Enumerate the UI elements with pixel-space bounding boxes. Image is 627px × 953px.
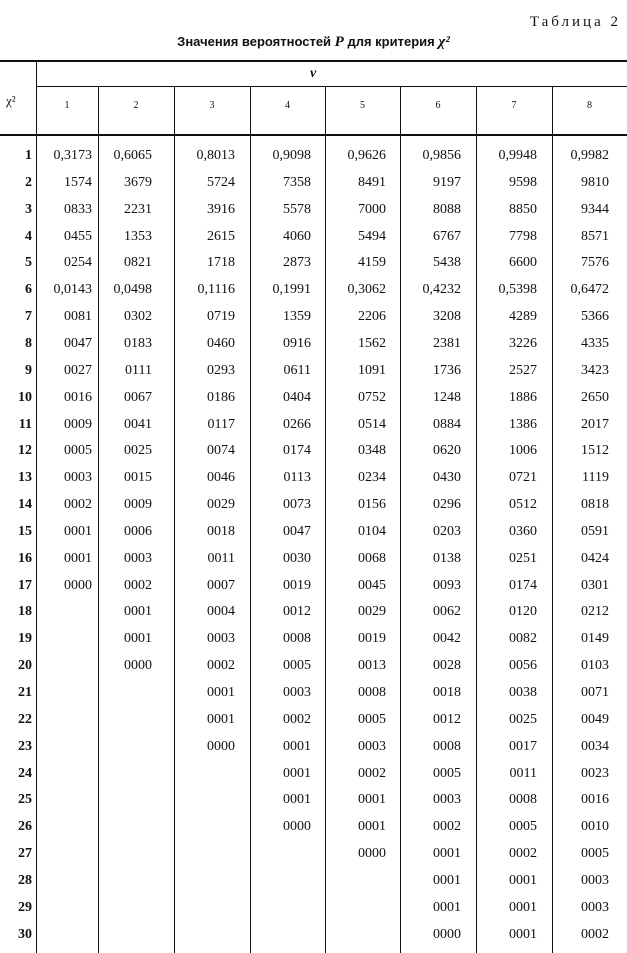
row-chi-value: 7: [25, 309, 32, 325]
table-cell: 0404: [283, 389, 311, 405]
table-cell: 0424: [581, 550, 609, 566]
table-cell: 0,0498: [113, 282, 152, 298]
table-cell: 0008: [433, 738, 461, 754]
table-label: Таблица 2: [529, 14, 621, 30]
table-cell: 8850: [509, 201, 537, 217]
row-chi-value: 21: [18, 685, 32, 700]
row-chi-value: 24: [18, 765, 32, 781]
table-cell: 8088: [433, 201, 461, 217]
table-cell: 1736: [433, 362, 461, 378]
table-cell: 0003: [581, 872, 609, 888]
table-cell: 0016: [581, 792, 609, 808]
rule-nu-under: [36, 86, 627, 87]
table-cell: 0011: [509, 765, 537, 781]
table-cell: 0019: [283, 577, 311, 593]
title-variable: P: [334, 34, 344, 50]
table-cell: 0,4232: [422, 282, 461, 298]
table-cell: 2206: [358, 309, 386, 325]
column-divider: [250, 86, 251, 953]
table-cell: 5494: [358, 228, 386, 244]
table-cell: 1886: [509, 389, 537, 405]
table-cell: 0719: [207, 309, 235, 325]
table-cell: 0,9098: [272, 148, 311, 163]
table-cell: 1512: [581, 443, 609, 459]
table-cell: 0001: [207, 685, 235, 700]
row-chi-value: 1: [25, 148, 32, 163]
table-cell: 0001: [64, 550, 92, 566]
row-chi-value: 6: [25, 282, 32, 298]
table-cell: 0174: [509, 577, 537, 593]
table-cell: 0002: [358, 765, 386, 781]
table-cell: 0156: [358, 497, 386, 513]
table-cell: 0025: [124, 443, 152, 459]
table-cell: 0620: [433, 443, 461, 459]
table-cell: 0001: [124, 631, 152, 647]
table-cell: 0029: [358, 604, 386, 620]
table-cell: 0005: [283, 658, 311, 674]
table-cell: 5438: [433, 255, 461, 271]
table-cell: 9598: [509, 174, 537, 190]
table-cell: 0001: [433, 899, 461, 915]
table-cell: 0120: [509, 604, 537, 620]
rule-top: [0, 60, 627, 62]
row-chi-value: 8: [25, 335, 32, 351]
table-cell: 0025: [509, 711, 537, 727]
table-cell: 0003: [581, 899, 609, 915]
table-cell: 0001: [358, 792, 386, 808]
table-cell: 3423: [581, 362, 609, 378]
table-cell: 1386: [509, 416, 537, 432]
table-cell: 5366: [581, 309, 609, 325]
table-cell: 0071: [581, 685, 609, 700]
table-cell: 0186: [207, 389, 235, 405]
table-cell: 0149: [581, 631, 609, 647]
column-header: 1: [64, 100, 70, 111]
table-cell: 0002: [283, 711, 311, 727]
table-cell: 0,3173: [53, 148, 92, 163]
row-chi-value: 23: [18, 738, 32, 754]
table-cell: 1119: [582, 470, 609, 486]
table-cell: 2017: [581, 416, 609, 432]
table-cell: 0000: [358, 846, 386, 862]
table-cell: 0011: [207, 550, 235, 566]
table-cell: 0047: [64, 335, 92, 351]
table-cell: 0296: [433, 497, 461, 513]
column-header: 6: [435, 100, 441, 111]
table-cell: 0004: [207, 604, 235, 620]
table-cell: 1091: [358, 362, 386, 378]
table-cell: 0006: [124, 523, 152, 539]
table-cell: 2381: [433, 335, 461, 351]
table-cell: 0001: [207, 711, 235, 727]
table-cell: 0000: [64, 577, 92, 593]
table-cell: 0005: [433, 765, 461, 781]
table-cell: 0514: [358, 416, 386, 432]
row-chi-value: 20: [18, 658, 32, 674]
table-cell: 0,9948: [498, 148, 537, 163]
column-divider: [36, 60, 37, 953]
row-chi-value: 28: [18, 872, 32, 888]
table-cell: 8571: [581, 228, 609, 244]
row-chi-value: 4: [25, 228, 32, 244]
table-cell: 7798: [509, 228, 537, 244]
column-header: 5: [360, 100, 365, 111]
table-cell: 0203: [433, 523, 461, 539]
table-cell: 0008: [509, 792, 537, 808]
table-cell: 0117: [207, 416, 235, 432]
row-chi-value: 9: [25, 362, 32, 378]
title-mid: для критерия: [343, 34, 439, 49]
table-cell: 0028: [433, 658, 461, 674]
table-cell: 0038: [509, 685, 537, 700]
table-cell: 0001: [283, 792, 311, 808]
table-cell: 0068: [358, 550, 386, 566]
table-cell: 0000: [283, 819, 311, 835]
table-cell: 0818: [581, 497, 609, 513]
table-cell: 0012: [433, 711, 461, 727]
column-header: 4: [285, 100, 290, 111]
table-cell: 0455: [64, 228, 92, 244]
title-prefix: Значения вероятностей: [177, 34, 335, 49]
table-cell: 1718: [207, 255, 235, 271]
table-cell: 0611: [283, 362, 311, 378]
table-cell: 0062: [433, 604, 461, 620]
row-chi-value: 5: [25, 255, 32, 271]
table-cell: 0,1116: [197, 282, 235, 298]
table-cell: 4060: [283, 228, 311, 244]
table-cell: 0113: [283, 470, 311, 486]
table-cell: 0111: [125, 362, 152, 378]
table-cell: 7576: [581, 255, 609, 271]
table-cell: 9344: [581, 201, 609, 217]
table-cell: 0301: [581, 577, 609, 593]
table-cell: 0042: [433, 631, 461, 647]
table-cell: 0015: [124, 470, 152, 486]
table-cell: 1353: [124, 228, 152, 244]
table-cell: 0027: [64, 362, 92, 378]
table-cell: 0023: [581, 765, 609, 781]
table-cell: 0212: [581, 604, 609, 620]
table-cell: 1359: [283, 309, 311, 325]
table-cell: 0016: [64, 389, 92, 405]
table-cell: 0008: [283, 631, 311, 647]
table-cell: 0005: [64, 443, 92, 459]
column-divider: [476, 86, 477, 953]
table-cell: 0103: [581, 658, 609, 674]
table-cell: 0018: [207, 523, 235, 539]
table-cell: 0056: [509, 658, 537, 674]
table-cell: 0138: [433, 550, 461, 566]
table-cell: 0002: [207, 658, 235, 674]
table-cell: 0012: [283, 604, 311, 620]
table-cell: 4289: [509, 309, 537, 325]
table-cell: 0081: [64, 309, 92, 325]
table-cell: 0001: [509, 899, 537, 915]
table-cell: 0174: [283, 443, 311, 459]
row-chi-value: 19: [18, 631, 32, 647]
row-chi-value: 15: [18, 523, 32, 539]
table-cell: 0005: [581, 846, 609, 862]
table-cell: 5578: [283, 201, 311, 217]
table-cell: 0254: [64, 255, 92, 271]
table-cell: 0,9856: [422, 148, 461, 163]
table-cell: 0073: [283, 497, 311, 513]
table-cell: 0002: [509, 846, 537, 862]
table-cell: 0003: [124, 550, 152, 566]
table-cell: 0,6472: [570, 282, 609, 298]
table-cell: 0029: [207, 497, 235, 513]
column-divider: [400, 86, 401, 953]
table-cell: 0,9982: [570, 148, 609, 163]
table-cell: 9197: [433, 174, 461, 190]
table-cell: 0266: [283, 416, 311, 432]
table-cell: 2231: [124, 201, 152, 217]
table-cell: 0009: [124, 497, 152, 513]
table-cell: 0045: [358, 577, 386, 593]
table-cell: 0002: [64, 497, 92, 513]
table-cell: 0000: [124, 658, 152, 674]
table-cell: 0001: [124, 604, 152, 620]
table-cell: 0009: [64, 416, 92, 432]
table-cell: 0019: [358, 631, 386, 647]
row-chi-value: 18: [18, 604, 32, 620]
row-chi-value: 12: [18, 443, 32, 459]
table-cell: 0,6065: [113, 148, 152, 163]
table-cell: 7000: [358, 201, 386, 217]
table-cell: 0,3062: [347, 282, 386, 298]
column-divider: [98, 86, 99, 953]
title-chi: χ²: [438, 34, 450, 50]
table-cell: 0001: [283, 765, 311, 781]
table-cell: 0008: [358, 685, 386, 700]
table-cell: 0000: [433, 926, 461, 942]
table-cell: 0013: [358, 658, 386, 674]
row-chi-value: 22: [18, 711, 32, 727]
table-cell: 0001: [64, 523, 92, 539]
row-chi-value: 27: [18, 846, 32, 862]
column-header: 2: [133, 100, 139, 111]
table-cell: 0348: [358, 443, 386, 459]
table-cell: 0821: [124, 255, 152, 271]
table-cell: 0082: [509, 631, 537, 647]
table-cell: 0041: [124, 416, 152, 432]
table-cell: 0046: [207, 470, 235, 486]
table-cell: 0002: [433, 819, 461, 835]
table-cell: 0591: [581, 523, 609, 539]
table-cell: 4335: [581, 335, 609, 351]
table-cell: 3916: [207, 201, 235, 217]
table-cell: 0884: [433, 416, 461, 432]
table-cell: 0017: [509, 738, 537, 754]
table-cell: 4159: [358, 255, 386, 271]
column-header: 7: [511, 100, 517, 111]
table-cell: 0005: [509, 819, 537, 835]
table-cell: 0034: [581, 738, 609, 754]
table-cell: 0010: [581, 819, 609, 835]
table-cell: 0,9626: [347, 148, 386, 163]
row-chi-value: 26: [18, 819, 32, 835]
table-cell: 2650: [581, 389, 609, 405]
table-cell: 0234: [358, 470, 386, 486]
table-cell: 0,5398: [498, 282, 537, 298]
column-divider: [174, 86, 175, 953]
table-cell: 0721: [509, 470, 537, 486]
table-cell: 0003: [207, 631, 235, 647]
nu-header: ν: [310, 66, 317, 81]
rule-header-bottom: [0, 134, 627, 136]
table-cell: 2615: [207, 228, 235, 244]
row-chi-value: 2: [25, 174, 32, 190]
table-cell: 0001: [509, 872, 537, 888]
table-cell: 3208: [433, 309, 461, 325]
table-cell: 0003: [358, 738, 386, 754]
table-cell: 0752: [358, 389, 386, 405]
table-cell: 0430: [433, 470, 461, 486]
table-cell: 0916: [283, 335, 311, 351]
table-cell: 9810: [581, 174, 609, 190]
table-cell: 0251: [509, 550, 537, 566]
table-cell: 0000: [207, 738, 235, 754]
table-cell: 0049: [581, 711, 609, 727]
column-header: 8: [587, 100, 592, 111]
table-cell: 0460: [207, 335, 235, 351]
table-cell: 3679: [124, 174, 152, 190]
column-divider: [552, 86, 553, 953]
table-cell: 0018: [433, 685, 461, 700]
table-cell: 5724: [207, 174, 235, 190]
column-divider: [325, 86, 326, 953]
table-cell: 2527: [509, 362, 537, 378]
table-cell: 0003: [64, 470, 92, 486]
column-header: 3: [209, 100, 215, 111]
row-chi-value: 10: [18, 389, 32, 405]
row-chi-value: 14: [18, 497, 32, 513]
table-cell: 0001: [433, 846, 461, 862]
table-cell: 0,0143: [53, 282, 92, 298]
table-cell: 6767: [433, 228, 461, 244]
table-cell: 0047: [283, 523, 311, 539]
table-cell: 2873: [283, 255, 311, 271]
table-cell: 0360: [509, 523, 537, 539]
table-cell: 0001: [358, 819, 386, 835]
table-cell: 8491: [358, 174, 386, 190]
table-cell: 0067: [124, 389, 152, 405]
table-cell: 1574: [64, 174, 92, 190]
table-cell: 6600: [509, 255, 537, 271]
row-chi-value: 29: [18, 899, 32, 915]
table-cell: 0,8013: [196, 148, 235, 163]
table-cell: 0001: [433, 872, 461, 888]
table-cell: 0074: [207, 443, 235, 459]
table-cell: 1562: [358, 335, 386, 351]
chi-square-header: χ²: [6, 93, 16, 108]
table-cell: 0302: [124, 309, 152, 325]
table-cell: 0007: [207, 577, 235, 593]
table-cell: 0001: [509, 926, 537, 942]
table-cell: 0104: [358, 523, 386, 539]
table-cell: 7358: [283, 174, 311, 190]
row-chi-value: 16: [18, 550, 32, 566]
table-cell: 1248: [433, 389, 461, 405]
table-cell: 0512: [509, 497, 537, 513]
table-cell: 0293: [207, 362, 235, 378]
table-cell: 1006: [509, 443, 537, 459]
table-cell: 0030: [283, 550, 311, 566]
row-chi-value: 13: [18, 470, 32, 486]
table-cell: 0003: [433, 792, 461, 808]
table-cell: 0,1991: [272, 282, 311, 298]
row-chi-value: 30: [18, 926, 32, 942]
table-cell: 0001: [283, 738, 311, 754]
table-cell: 0833: [64, 201, 92, 217]
table-cell: 0183: [124, 335, 152, 351]
table-cell: 0005: [358, 711, 386, 727]
row-chi-value: 11: [18, 416, 32, 432]
table-cell: 0002: [124, 577, 152, 593]
table-cell: 0002: [581, 926, 609, 942]
table-cell: 3226: [509, 335, 537, 351]
row-chi-value: 3: [25, 201, 32, 217]
row-chi-value: 25: [18, 792, 32, 808]
table-cell: 0003: [283, 685, 311, 700]
row-chi-value: 17: [18, 577, 32, 593]
table-cell: 0093: [433, 577, 461, 593]
